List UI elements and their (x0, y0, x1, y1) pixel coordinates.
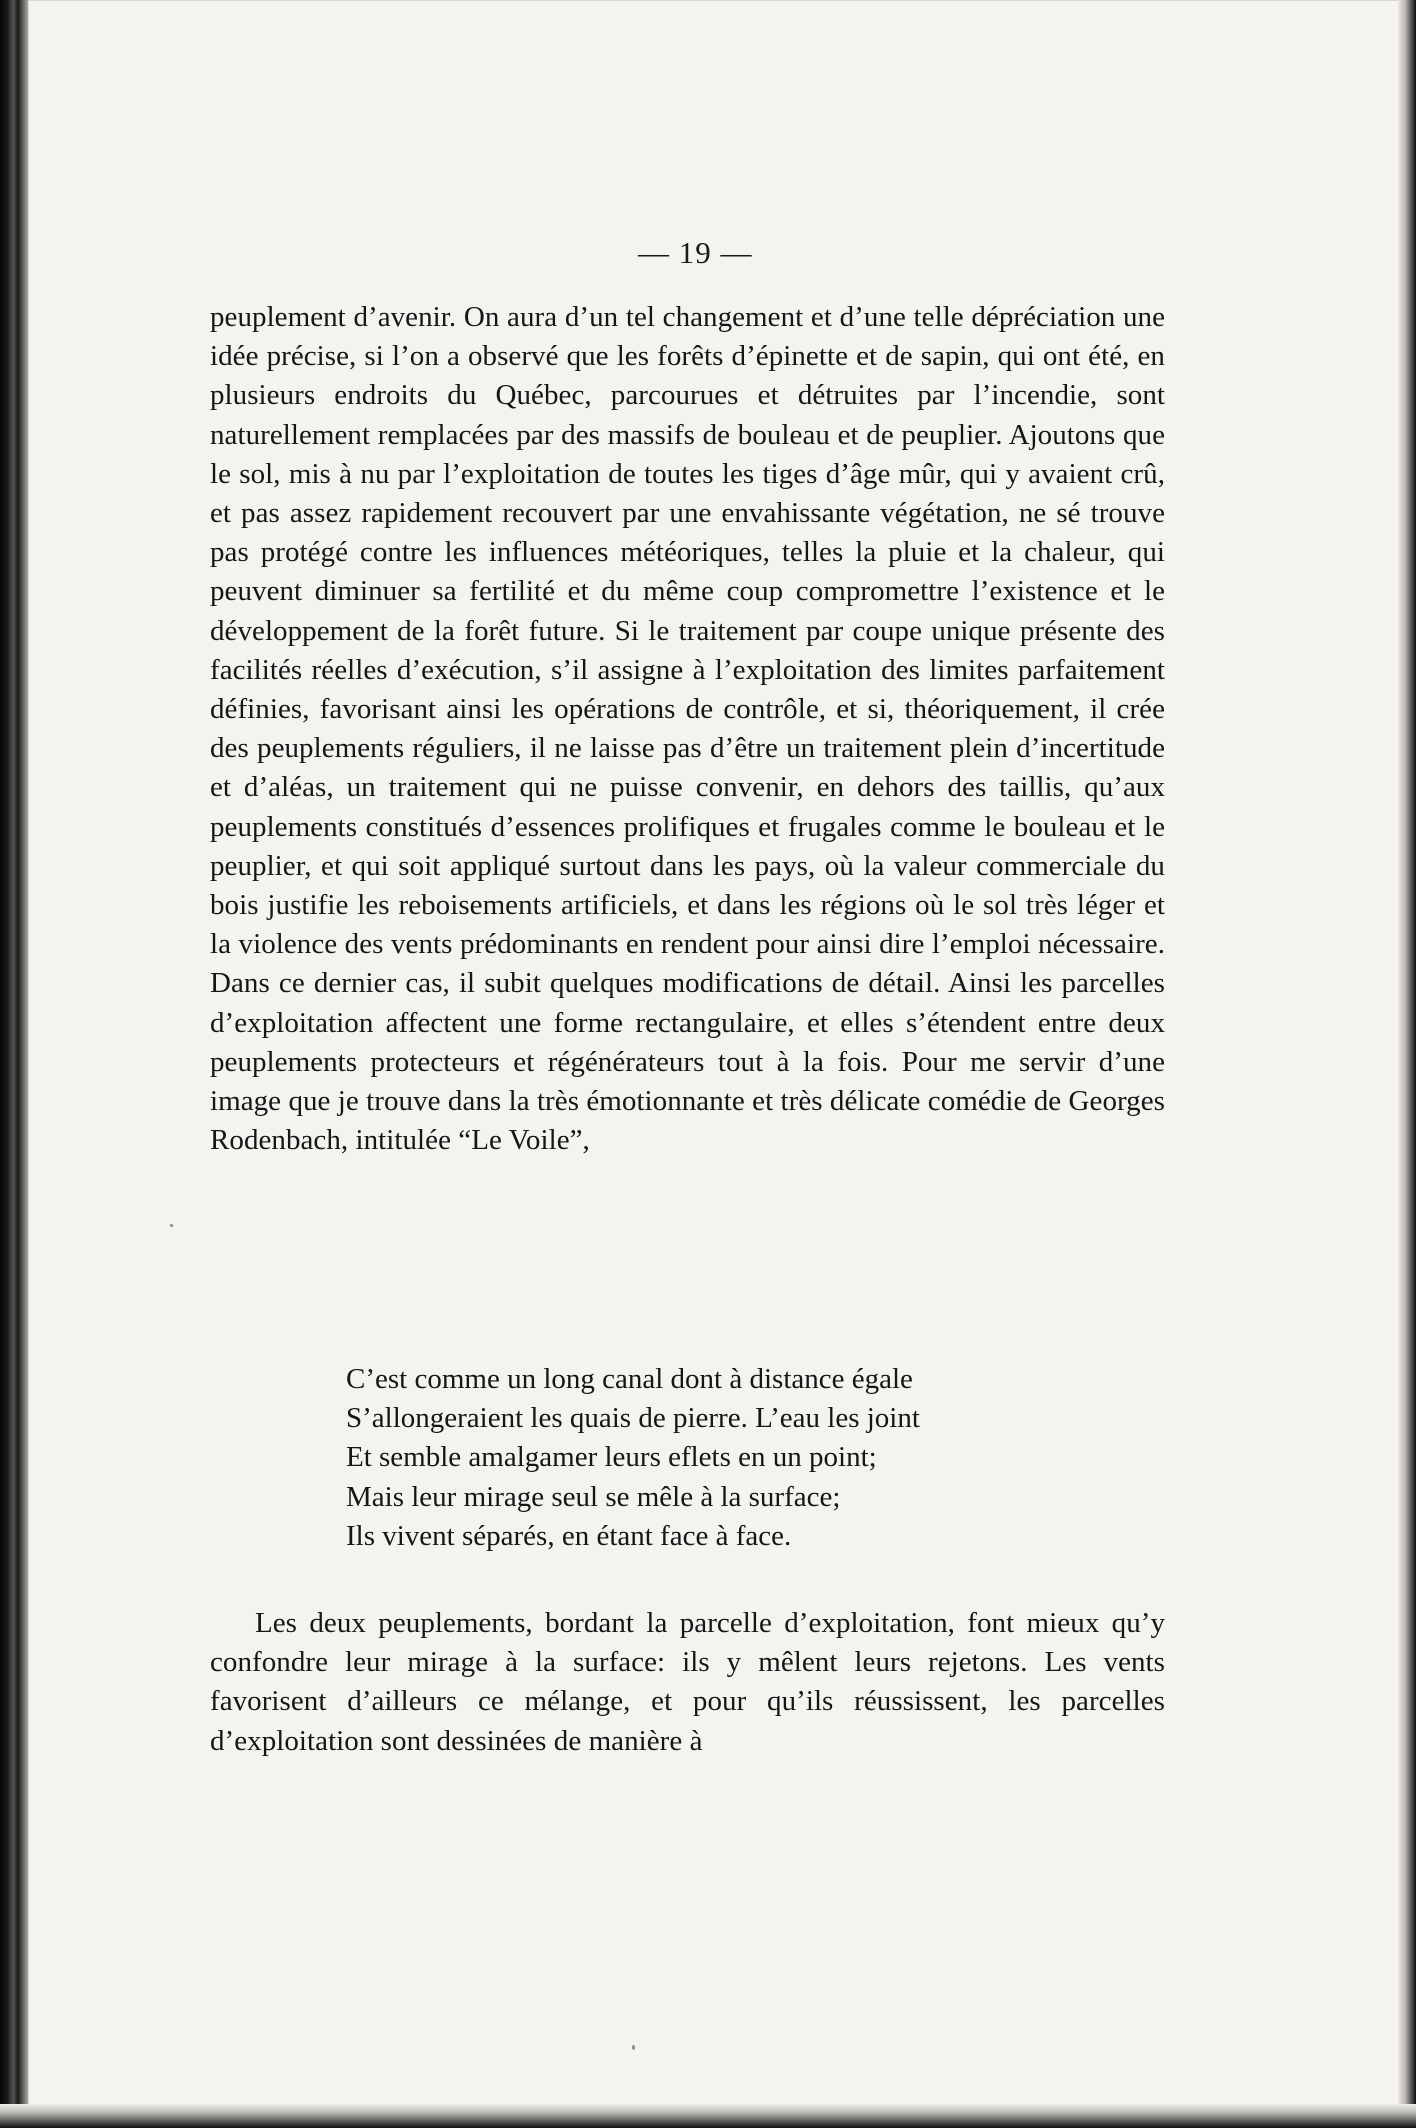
body-paragraph-1: peuplement d’avenir. On aura d’un tel changement et d’une telle dépréciation une idée précise, si l’on a observé que les forêts d’épinette et de sapin, qui ont été, en plusieurs endroits du Québec, parcourues et détruites par l’incendie, sont naturellement remplacées par des massifs de bouleau et de peuplier. Ajoutons que le sol, mis à nu par l’exploitation de toutes les tiges d’âge mûr, qui y avaient crû, et pas assez rapidement recouvert par une envahissante végétation, ne sé trouve pas protégé contre les influences météoriques, telles la pluie et la chaleur, qui peuvent diminuer sa fertilité et du même coup compromettre l’existence et le développement de la forêt future. Si le traitement par coupe unique présente des facilités réelles d’exécution, s’il assigne à l’exploitation des limites parfaitement définies, favorisant ainsi les opérations de contrôle, et si, théoriquement, il crée des peuplements réguliers, il ne laisse pas d’être un traitement plein d’incertitude et d’aléas, un traitement qui ne puisse convenir, en dehors des taillis, qu’aux peuplements constitués d’essences prolifiques et frugales comme le bouleau et le peuplier, et qui soit appliqué surtout dans les pays, où la valeur commerciale du bois justifie les reboisements artificiels, et dans les régions où le sol très léger et la violence des vents prédominants en rendent pour ainsi dire l’emploi nécessaire. Dans ce dernier cas, il subit quelques modifications de détail. Ainsi les parcelles d’exploitation affectent une forme rectangulaire, et elles s’étendent entre deux peuplements protecteurs et régénérateurs tout à la fois. Pour me servir d’une image que je trouve dans la très émotionnante et très délicate comédie de Georges Rodenbach, intitulée “Le Voile”, (210, 301, 1165, 1157)
book-page (28, 0, 1400, 2105)
paper-speck-bottom (632, 2045, 635, 2050)
body-paragraph-2: Les deux peuplements, bordant la parcelle d’exploitation, font mieux qu’y confondre leur mirage à la surface: ils y mêlent leurs rejetons. Les vents favorisent d’ailleurs ce mélange, et pour qu’ils réussissent, les parcelles d’exploitation sont dessinées de manière à (210, 1607, 1165, 1757)
quote-line-2: S’allongeraient les quais de pierre. L’eau les joint (346, 1402, 920, 1435)
paper-speck-left (170, 1224, 173, 1227)
quote-line-1: C’est comme un long canal dont à distance égale (346, 1363, 913, 1395)
bottom-scan-shadow (0, 2104, 1416, 2128)
quote-line-3: Et semble amalgamer leurs eflets en un point; (346, 1441, 877, 1474)
left-scan-shadow (0, 0, 30, 2128)
quote-line-5: Ils vivent séparés, en étant face à face. (346, 1519, 792, 1552)
poetry-quotation (346, 1360, 1106, 1556)
right-scan-shadow (1398, 0, 1416, 2128)
quote-line-4: Mais leur mirage seul se mêle à la surface; (346, 1480, 841, 1513)
page-number: — 19 — (638, 235, 753, 270)
